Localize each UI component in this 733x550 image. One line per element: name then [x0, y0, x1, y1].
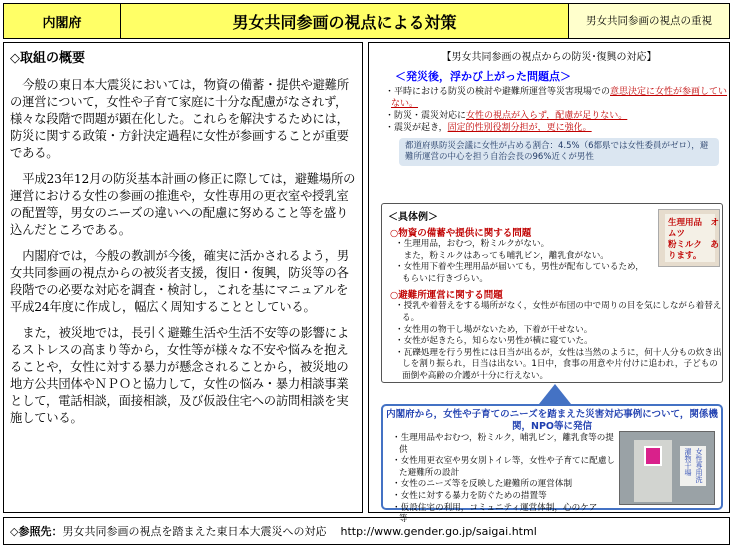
response-panel	[368, 42, 730, 525]
list-item: ・授乳や着替えをする場所がなく，女性が布団の中で周りの目を気にしながら着替える。	[395, 301, 722, 323]
problem-item: ・平時における防災の検討や避難所運営等災害現場での意思決定に女性が参画していない。	[385, 87, 728, 109]
category-label: 男女共同参画の視点の重視	[569, 3, 730, 39]
laundry-sign-text: 女性専用洗濯物干場	[680, 446, 706, 486]
actions-heading: 内閣府から，女性や子育てのニーズを踏まえた災害対応事例について，関係機関，NPO等に発信	[386, 409, 718, 432]
list-item: ・生理用品やおむつ，粉ミルク，哺乳ビン，離乳食等の提供	[392, 433, 614, 455]
statistics-note: 都道府県防災会議に女性が占める割合：4.5%（6都県では女性委員がゼロ），避難所運営の中心を担う自治会長の96%近くが男性	[399, 138, 719, 166]
list-item: ・女性用の物干し場がないため，下着が干せない。	[395, 324, 593, 335]
supplies-sign-text: 生理用品 オムツ 粉ミルク あります。	[668, 218, 720, 261]
list-item: また，粉ミルクはあっても哺乳ビン，離乳食がない。	[395, 250, 609, 261]
list-item: ・女性のニーズ等を反映した避難所の運営体制	[392, 479, 573, 490]
examples-heading: ＜具体例＞	[388, 212, 438, 223]
overview-paragraph-4: また，被災地では，長引く避難生活や生活不安等の影響によるストレスの高まり等から，女性等が様々な不安や悩みを抱えることや，女性に対する暴力が懸念されることから，被災地の地方公共団体やＮＰＯと協力して，女性の悩み・暴力相談事業として，電話相談，面接相談，及び仮設住宅への訪問相談を実施している。	[10, 326, 349, 425]
list-item: ・女性が起きたら，知らない男性が横に寝ていた。	[395, 336, 593, 347]
response-title: 【男女共同参画の視点からの防災･復興の対応】	[441, 52, 657, 63]
overview-paragraph-1: 今般の東日本大震災においては，物資の備蓄・提供や避難所の運営について，女性や子育て家庭に十分な配慮がなされず，様々な段階で問題が顕在化した。これらを解決するためには，防災に関する政策・方針決定過程に女性が参画することが重要である。	[10, 78, 349, 160]
reference-link[interactable]: http://www.gender.go.jp/saigai.html	[340, 524, 537, 538]
reference-title: 男女共同参画の視点を踏まえた東日本大震災への対応	[62, 525, 327, 538]
list-item: ・女性に対する暴力を防ぐための措置等	[392, 490, 547, 501]
supply-problems-heading: ○物資の備蓄や提供に関する問題	[390, 228, 532, 239]
list-item: ・瓦礫処理を行う男性には日当が出るが，女性は当然のように，何十人分もの炊き出しを割り振られ，日当は出ない。1日中，食事の用意や片付けに追われ，子どもの面倒や高齢の介護が十分に行えない。	[395, 347, 722, 381]
overview-panel	[3, 42, 363, 513]
list-item: ・仮設住宅の利用，コミュニティ運営体制，心のケア 等	[392, 502, 615, 525]
reference-label: ◇参照先：	[10, 525, 63, 538]
overview-heading: ◇取組の概要	[10, 51, 85, 66]
problem-item: ・震災が起き，固定的性別役割分担が，更に強化。	[385, 123, 592, 133]
problem-item: ・防災・震災対応に女性の視点が入らず，配慮が足りない。	[385, 111, 628, 121]
reference-footer	[3, 517, 730, 545]
list-item: ・女性用下着や生理用品が届いても，男性が配布しているため，もらいに行きづらい。	[395, 262, 644, 284]
page-title: 男女共同参画の視点による対策	[121, 3, 569, 39]
agency-label: 内閣府	[3, 3, 121, 39]
shelter-problems-heading: ○避難所運営に関する問題	[390, 290, 503, 302]
laundry-area-photo	[619, 431, 715, 505]
up-arrow-icon	[539, 384, 571, 404]
list-item: ・女性用更衣室や男女別トイレ等，女性や子育てに配慮した避難所の設計	[392, 456, 616, 478]
supplies-sign-photo	[658, 209, 720, 267]
problems-heading: ＜発災後，浮かび上がった問題点＞	[395, 70, 571, 83]
overview-paragraph-3: 内閣府では，今般の教訓が今後，確実に活かされるよう，男女共同参画の視点からの被災者支援，復旧・復興，防災等の各段階での必要な対応を調査・検討し，これを基にマニュアルを平成24年度に作成し，幅広く周知することとしている。	[10, 249, 349, 314]
list-item: ・生理用品，おむつ，粉ミルクがない。	[395, 239, 550, 249]
overview-paragraph-2: 平成23年12月の防災基本計画の修正に際しては，避難場所の運営における女性の参画の推進や，女性専用の更衣室や授乳室の配置等，男女のニーズの違いへの配慮に努めること等を盛り込んだところである。	[10, 172, 356, 237]
